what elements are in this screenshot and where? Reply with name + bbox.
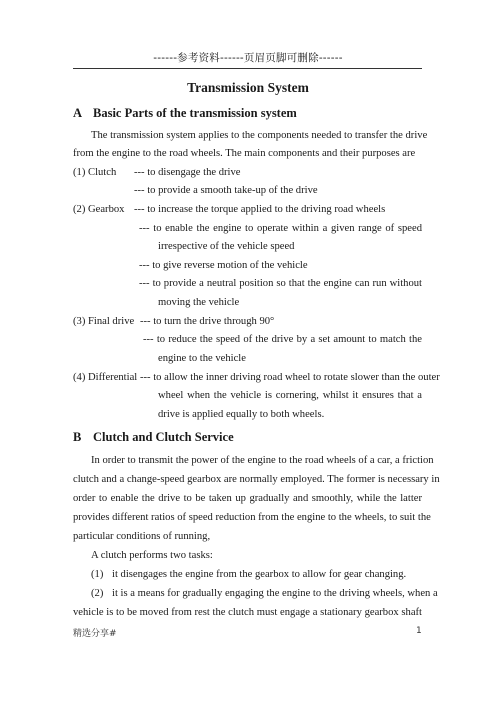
section-b-para-line: order to enable the drive to be taken up gradually and smoothly, while the latter: [73, 493, 422, 504]
item-final-drive-line: engine to the vehicle: [158, 353, 246, 364]
item-clutch-label: (1) Clutch: [73, 167, 117, 178]
task-2-number: (2): [91, 588, 104, 599]
item-final-drive-label: (3) Final drive: [73, 316, 135, 327]
item-differential-label: (4) Differential: [73, 372, 138, 383]
task-2-continuation: vehicle is to be moved from rest the clutch must engage a stationary gearbox shaft: [73, 607, 422, 618]
section-b-heading: Clutch and Clutch Service: [93, 430, 234, 444]
header-rule: [73, 68, 422, 69]
task-1-text: it disengages the engine from the gearbox to allow for gear changing.: [112, 569, 407, 580]
item-gearbox-line: --- to enable the engine to operate within a given range of speed: [139, 223, 422, 234]
task-1-number: (1): [91, 569, 104, 580]
page-number: 1: [416, 626, 422, 636]
section-b-para-line: clutch and a change-speed gearbox are normally employed. The former is necessary in: [73, 474, 440, 485]
section-b-letter: B: [73, 430, 82, 444]
document-title: Transmission System: [187, 80, 309, 95]
item-gearbox-line: --- to provide a neutral position so that the engine can run without: [139, 278, 422, 289]
item-differential-line: drive is applied equally to both wheels.: [158, 409, 325, 420]
task-2-text: it is a means for gradually engaging the engine to the driving wheels, when a: [112, 588, 438, 599]
section-a-letter: A: [73, 106, 83, 120]
footer-left: 精选分享#: [73, 629, 117, 639]
item-final-drive-line: --- to reduce the speed of the drive by a set amount to match the: [143, 334, 422, 345]
item-gearbox-line: --- to give reverse motion of the vehicle: [139, 260, 308, 271]
item-differential-line: --- to allow the inner driving road wheel to rotate slower than the outer: [140, 372, 440, 383]
section-b-para-line: In order to transmit the power of the engine to the road wheels of a car, a friction: [91, 455, 434, 466]
section-a-intro-line: from the engine to the road wheels. The main components and their purposes are: [73, 148, 416, 159]
section-a-intro-line: The transmission system applies to the components needed to transfer the drive: [91, 130, 428, 141]
item-differential-line: wheel when the vehicle is cornering, whilst it ensures that a: [158, 390, 422, 401]
section-b-para-line: provides different ratios of speed reduction from the engine to the wheels, to suit the: [73, 512, 431, 523]
page-header: ------参考资料------页眉页脚可删除------: [153, 52, 343, 64]
item-final-drive-line: --- to turn the drive through 90°: [140, 316, 275, 327]
item-gearbox-line: moving the vehicle: [158, 297, 240, 308]
section-a-heading: Basic Parts of the transmission system: [93, 106, 297, 120]
item-clutch-line: --- to disengage the drive: [134, 167, 241, 178]
section-b-para-line: particular conditions of running,: [73, 531, 211, 542]
item-gearbox-line: --- to increase the torque applied to the driving road wheels: [134, 204, 386, 215]
item-gearbox-line: irrespective of the vehicle speed: [158, 241, 295, 252]
item-gearbox-label: (2) Gearbox: [73, 204, 125, 215]
tasks-intro: A clutch performs two tasks:: [91, 550, 213, 561]
item-clutch-line: --- to provide a smooth take-up of the drive: [134, 185, 318, 196]
